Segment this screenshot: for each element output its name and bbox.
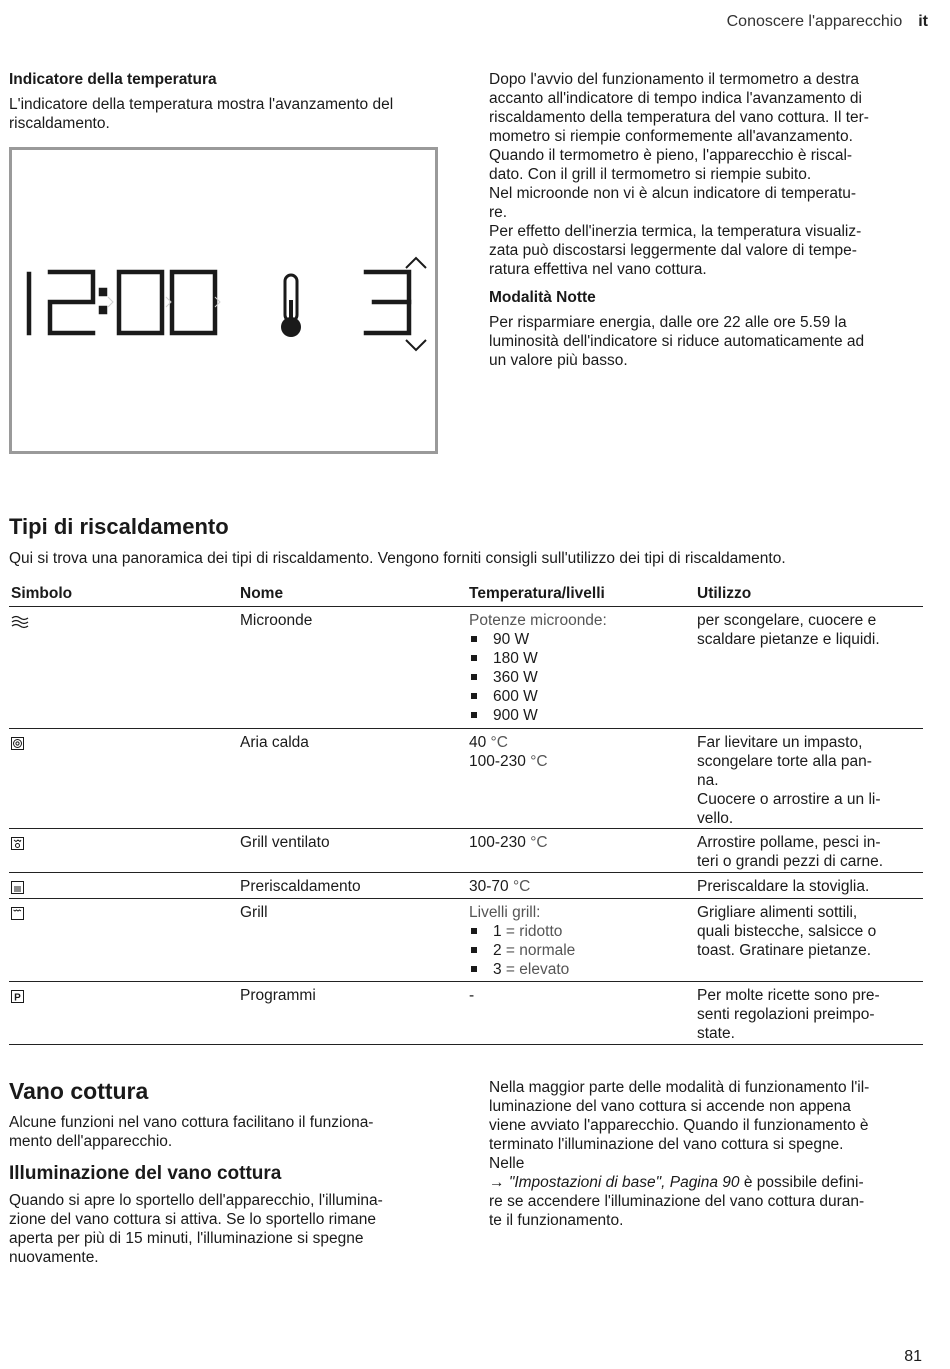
level-readout <box>366 272 409 333</box>
cavity-intro-line: mento dell'apparecchio. <box>9 1133 173 1150</box>
list-item: 600 W <box>469 687 689 706</box>
microwave-icon <box>11 615 211 629</box>
desc-line: zata può discostarsi leggermente dal valore di tempe- <box>489 242 857 259</box>
list-item <box>469 960 689 979</box>
list-item: 180 W <box>469 649 689 668</box>
temp-indicator-description <box>489 70 929 370</box>
column-header-temperature: Temperatura/livelli <box>469 585 605 602</box>
temperature-label: Livelli grill: <box>469 904 541 921</box>
preheat-icon <box>11 881 211 894</box>
cavity-light-description <box>489 1078 929 1230</box>
temp-indicator-title: Indicatore della temperatura <box>9 71 217 88</box>
arrow-right-icon: → <box>489 1174 505 1191</box>
table-bottom-rule <box>9 1044 923 1045</box>
svg-text:P: P <box>14 992 21 1003</box>
desc-line: accanto all'indicatore di tempo indica l'avanzamento di <box>489 90 862 107</box>
heating-temperature <box>469 903 689 979</box>
grill-level-number: 2 <box>493 942 502 959</box>
cavity-intro-line: Alcune funzioni nel vano cottura facilitano il funziona- <box>9 1114 374 1131</box>
usage-line: quali bistecche, salsicce o <box>697 923 877 940</box>
table-row <box>9 898 923 981</box>
time-readout <box>29 272 215 333</box>
reference-rest: è possibile defini- <box>739 1174 864 1191</box>
usage-line: toast. Gratinare pietanze. <box>697 942 872 959</box>
usage-line: Grigliare alimenti sottili, <box>697 904 858 921</box>
desc-line: riscaldamento della temperatura del vano cottura. Il ter- <box>489 109 869 126</box>
temperature-value: 30-70 <box>469 878 509 895</box>
hot-air-icon <box>11 737 211 750</box>
heating-name: Grill ventilato <box>240 834 330 851</box>
table-row <box>9 606 923 728</box>
temperature-value: 100-230 <box>469 753 526 770</box>
heating-name: Microonde <box>240 612 313 629</box>
table-header-row <box>9 582 923 606</box>
cavity-desc-line: Nella maggior parte delle modalità di funzionamento l'il- <box>489 1079 870 1096</box>
cavity-light-line: Quando si apre lo sportello dell'apparecchio, l'illumina- <box>9 1192 383 1209</box>
heating-types-table <box>9 582 923 1045</box>
cavity-desc-line: luminazione del vano cottura si accende non appena <box>489 1098 851 1115</box>
desc-line: Dopo l'avvio del funzionamento il termometro a destra <box>489 71 859 88</box>
heating-usage <box>697 611 923 649</box>
column-header-usage: Utilizzo <box>697 585 752 602</box>
list-item: 90 W <box>469 630 689 649</box>
grill-level-label: = elevato <box>501 961 570 978</box>
temperature-value: 100-230 <box>469 834 526 851</box>
desc-line: Per effetto dell'inerzia termica, la temperatura visualiz- <box>489 223 862 240</box>
heating-usage <box>697 833 923 871</box>
grill-level-number: 3 <box>493 961 502 978</box>
header-language: it <box>918 13 928 30</box>
cavity-light-line: zione del vano cottura si attiva. Se lo sportello rimane <box>9 1211 377 1228</box>
heating-usage <box>697 877 923 896</box>
temperature-value: 40 <box>469 734 487 751</box>
running-header <box>727 12 928 31</box>
usage-line: scaldare pietanze e liquidi. <box>697 631 880 648</box>
cavity-light-title: Illuminazione del vano cottura <box>9 1163 282 1184</box>
grill-icon <box>11 907 211 920</box>
table-row <box>9 828 923 872</box>
cavity-title: Vano cottura <box>9 1078 149 1104</box>
heating-temperature: - <box>469 987 475 1004</box>
night-mode-line: Per risparmiare energia, dalle ore 22 alle ore 5.59 la <box>489 314 847 331</box>
temperature-unit: °C <box>486 734 508 751</box>
thermometer-icon <box>281 275 301 337</box>
cavity-section <box>9 1078 439 1267</box>
heating-name: Grill <box>240 904 268 921</box>
heating-temperature <box>469 733 689 771</box>
cavity-desc-line: re se accendere l'illuminazione del vano cottura duran- <box>489 1193 865 1210</box>
cavity-desc-line: te il funzionamento. <box>489 1212 624 1229</box>
usage-line: Preriscaldare la stoviglia. <box>697 878 870 895</box>
table-row <box>9 981 923 1044</box>
chevron-down-icon <box>406 340 426 350</box>
heating-name: Preriscaldamento <box>240 878 361 895</box>
temp-indicator-intro: L'indicatore della temperatura mostra l'avanzamento del riscaldamento. <box>9 96 394 132</box>
programs-icon <box>11 990 211 1003</box>
chevron-up-icon <box>406 258 426 268</box>
usage-line: scongelare torte alla pan- <box>697 753 872 770</box>
power-list <box>469 630 689 725</box>
list-item: 360 W <box>469 668 689 687</box>
heating-usage <box>697 733 923 828</box>
heating-usage <box>697 903 923 960</box>
usage-line: state. <box>697 1025 735 1042</box>
desc-line: ratura effettiva nel vano cottura. <box>489 261 707 278</box>
heating-types-intro: Qui si trova una panoramica dei tipi di riscaldamento. Vengono forniti consigli sull'utilizzo dei tipi di riscaldamento. <box>9 550 786 567</box>
usage-line: Cuocere o arrostire a un li- <box>697 791 881 808</box>
display-svg <box>12 150 435 451</box>
cavity-light-line: nuovamente. <box>9 1249 99 1266</box>
temperature-unit: °C <box>525 753 548 770</box>
list-item: 900 W <box>469 706 689 725</box>
usage-line: per scongelare, cuocere e <box>697 612 877 629</box>
display-illustration <box>9 147 438 454</box>
temperature-label: Potenze microonde: <box>469 612 607 629</box>
heating-name: Aria calda <box>240 734 309 751</box>
night-mode-line: luminosità dell'indicatore si riduce automaticamente ad <box>489 333 865 350</box>
page-number: 81 <box>904 1348 922 1365</box>
list-item <box>469 941 689 960</box>
night-mode-title: Modalità Notte <box>489 289 596 306</box>
usage-line: Arrostire pollame, pesci in- <box>697 834 881 851</box>
usage-line: senti regolazioni preimpo- <box>697 1006 875 1023</box>
desc-line: re. <box>489 204 508 221</box>
heating-temperature <box>469 833 689 852</box>
desc-line: Nel microonde non vi è alcun indicatore di temperatu- <box>489 185 857 202</box>
heating-temperature <box>469 611 689 725</box>
cavity-desc-line: terminato l'illuminazione del vano cottura si spegne. <box>489 1136 844 1153</box>
usage-line: teri o grandi pezzi di carne. <box>697 853 884 870</box>
usage-line: na. <box>697 772 719 789</box>
grill-level-number: 1 <box>493 923 502 940</box>
cavity-light-line: aperta per più di 15 minuti, l'illuminazione si spegne <box>9 1230 364 1247</box>
desc-line: Quando il termometro è pieno, l'apparecchio è riscal- <box>489 147 853 164</box>
list-item <box>469 922 689 941</box>
usage-line: Far lievitare un impasto, <box>697 734 863 751</box>
heating-temperature <box>469 877 689 896</box>
table-row <box>9 728 923 828</box>
heating-usage <box>697 986 923 1043</box>
column-header-name: Nome <box>240 585 284 602</box>
table-row <box>9 872 923 898</box>
usage-line: Per molte ricette sono pre- <box>697 987 880 1004</box>
usage-line: vello. <box>697 810 734 827</box>
temperature-unit: °C <box>508 878 531 895</box>
grill-level-list <box>469 922 689 979</box>
column-header-symbol: Simbolo <box>11 585 73 602</box>
cavity-desc-line: Nelle <box>489 1155 525 1172</box>
cavity-desc-line: viene avviato l'apparecchio. Quando il funzionamento è <box>489 1117 869 1134</box>
grill-level-label: = normale <box>501 942 576 959</box>
cross-reference <box>489 1173 929 1192</box>
desc-line: dato. Con il grill il termometro si riempie subito. <box>489 166 812 183</box>
desc-line: mometro si riempie conformemente all'avanzamento. <box>489 128 853 145</box>
heating-name: Programmi <box>240 987 316 1004</box>
header-section: Conoscere l'apparecchio <box>726 13 903 30</box>
temp-indicator-section <box>9 70 429 133</box>
temperature-unit: °C <box>525 834 548 851</box>
fan-grill-icon <box>11 837 211 850</box>
heating-types-title: Tipi di riscaldamento <box>9 514 229 539</box>
grill-level-label: = ridotto <box>501 923 563 940</box>
night-mode-line: un valore più basso. <box>489 352 628 369</box>
reference-link[interactable]: "Impostazioni di base", Pagina 90 <box>508 1174 740 1191</box>
